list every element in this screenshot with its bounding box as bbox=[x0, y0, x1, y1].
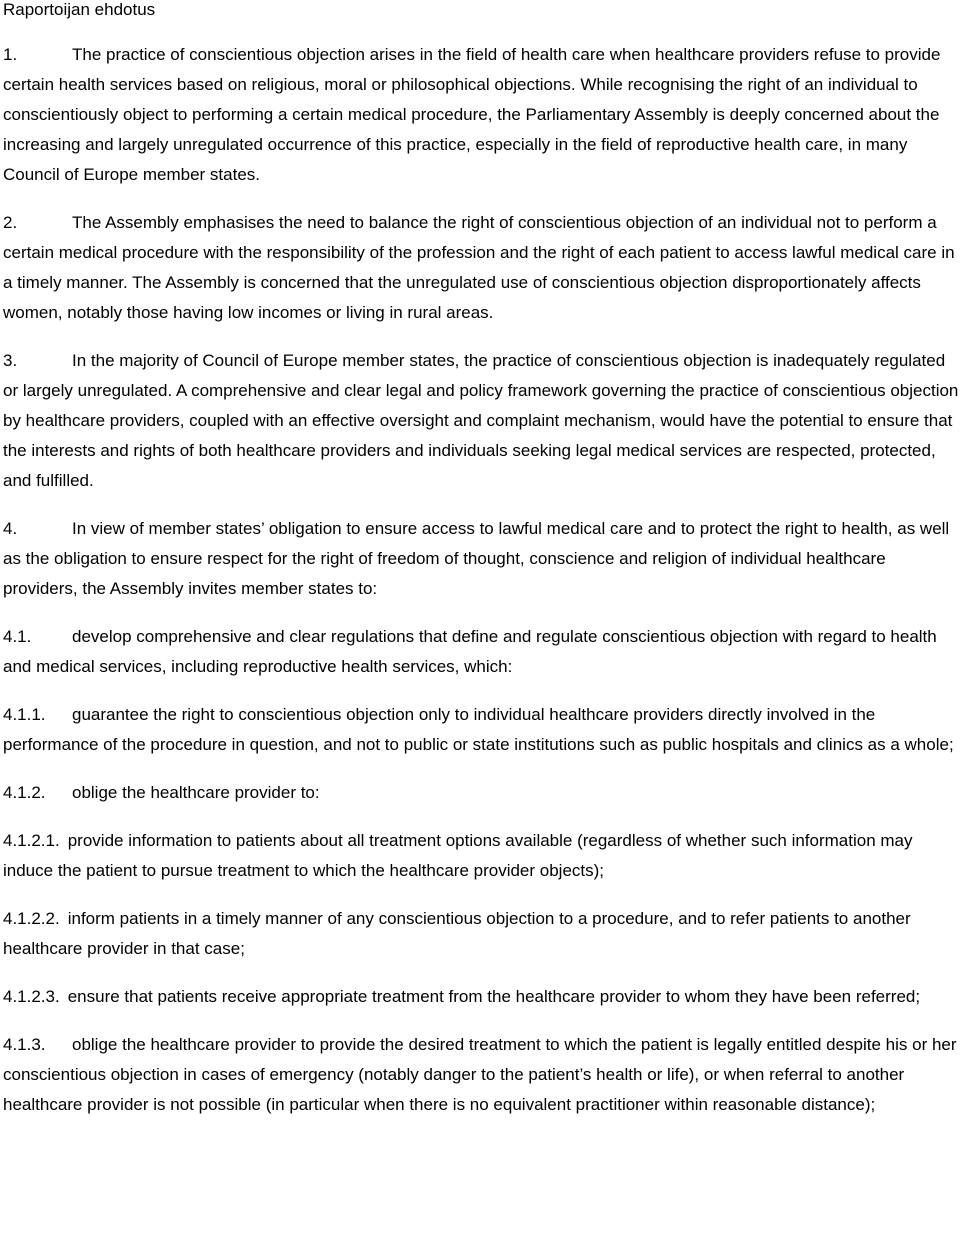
document-heading: Raportoijan ehdotus bbox=[3, 0, 156, 19]
paragraph-4-1-2 bbox=[3, 778, 960, 808]
paragraph-text: inform patients in a timely manner of any conscientious objection to a procedure, and to refer patients to another healthcare provider in that case; bbox=[3, 909, 911, 958]
paragraph-text: The Assembly emphasises the need to balance the right of conscientious objection of an individual not to perform a certain medical procedure with the responsibility of the profession and the right of each patient to access lawful medical care in a timely manner. The Assembly is concerned that the unregulated use of conscientious objection disproportionately affects women, notably those having low incomes or living in rural areas. bbox=[3, 213, 955, 322]
paragraph-2 bbox=[3, 208, 960, 328]
paragraph-text: develop comprehensive and clear regulations that define and regulate conscientious objection with regard to health and medical services, including reproductive health services, which: bbox=[3, 627, 937, 676]
paragraph-number: 4.1.1. bbox=[3, 705, 46, 724]
paragraph-text: provide information to patients about all treatment options available (regardless of whether such information may induce the patient to pursue treatment to which the healthcare provider objects); bbox=[3, 831, 913, 880]
paragraph-number: 4.1.2.1. bbox=[3, 831, 60, 850]
paragraph-4-1-2-3 bbox=[3, 982, 960, 1012]
paragraph-number: 2. bbox=[3, 213, 18, 232]
paragraph-number: 4.1.2.3. bbox=[3, 987, 60, 1006]
paragraph-text: In view of member states’ obligation to ensure access to lawful medical care and to protect the right to health, as well as the obligation to ensure respect for the right of freedom of thought, conscience and religion of individual healthcare providers, the Assembly invites member states to: bbox=[3, 519, 950, 598]
paragraph-number: 4.1.3. bbox=[3, 1035, 46, 1054]
paragraph-4-1-3 bbox=[3, 1030, 960, 1120]
paragraph-number: 3. bbox=[3, 351, 18, 370]
paragraph-4-1-1 bbox=[3, 700, 960, 760]
paragraph-text: The practice of conscientious objection arises in the field of health care when healthcare providers refuse to provide certain health services based on religious, moral or philosophical objections. While recognising the right of an individual to conscientiously object to performing a certain medical procedure, the Parliamentary Assembly is deeply concerned about the increasing and largely unregulated occurrence of this practice, especially in the field of reproductive health care, in many Council of Europe member states. bbox=[3, 45, 941, 184]
paragraph-number: 4. bbox=[3, 519, 18, 538]
paragraph-4 bbox=[3, 514, 960, 604]
document-page bbox=[3, 0, 960, 1120]
paragraph-1 bbox=[3, 40, 960, 190]
paragraph-number: 1. bbox=[3, 45, 18, 64]
paragraph-text: ensure that patients receive appropriate treatment from the healthcare provider to whom they have been referred; bbox=[67, 987, 921, 1006]
paragraph-text: guarantee the right to conscientious objection only to individual healthcare providers directly involved in the performance of the procedure in question, and not to public or state institutions such as public hospitals and clinics as a whole; bbox=[3, 705, 954, 754]
paragraph-number: 4.1.2. bbox=[3, 783, 46, 802]
paragraph-4-1-2-1 bbox=[3, 826, 960, 886]
paragraph-3 bbox=[3, 346, 960, 496]
paragraph-4-1 bbox=[3, 622, 960, 682]
paragraph-4-1-2-2 bbox=[3, 904, 960, 964]
paragraph-text: oblige the healthcare provider to provide the desired treatment to which the patient is legally entitled despite his or her conscientious objection in cases of emergency (notably danger to the patient’s health or life), or when referral to another healthcare provider is not possible (in particular when there is no equivalent practitioner within reasonable distance); bbox=[3, 1035, 957, 1114]
paragraph-number: 4.1. bbox=[3, 627, 32, 646]
paragraph-text: In the majority of Council of Europe member states, the practice of conscientious objection is inadequately regulated or largely unregulated. A comprehensive and clear legal and policy framework governing the practice of conscientious objection by healthcare providers, coupled with an effective oversight and complaint mechanism, would have the potential to ensure that the interests and rights of both healthcare providers and individuals seeking legal medical services are respected, protected, and fulfilled. bbox=[3, 351, 959, 490]
paragraph-text: oblige the healthcare provider to: bbox=[72, 783, 320, 802]
paragraph-number: 4.1.2.2. bbox=[3, 909, 60, 928]
